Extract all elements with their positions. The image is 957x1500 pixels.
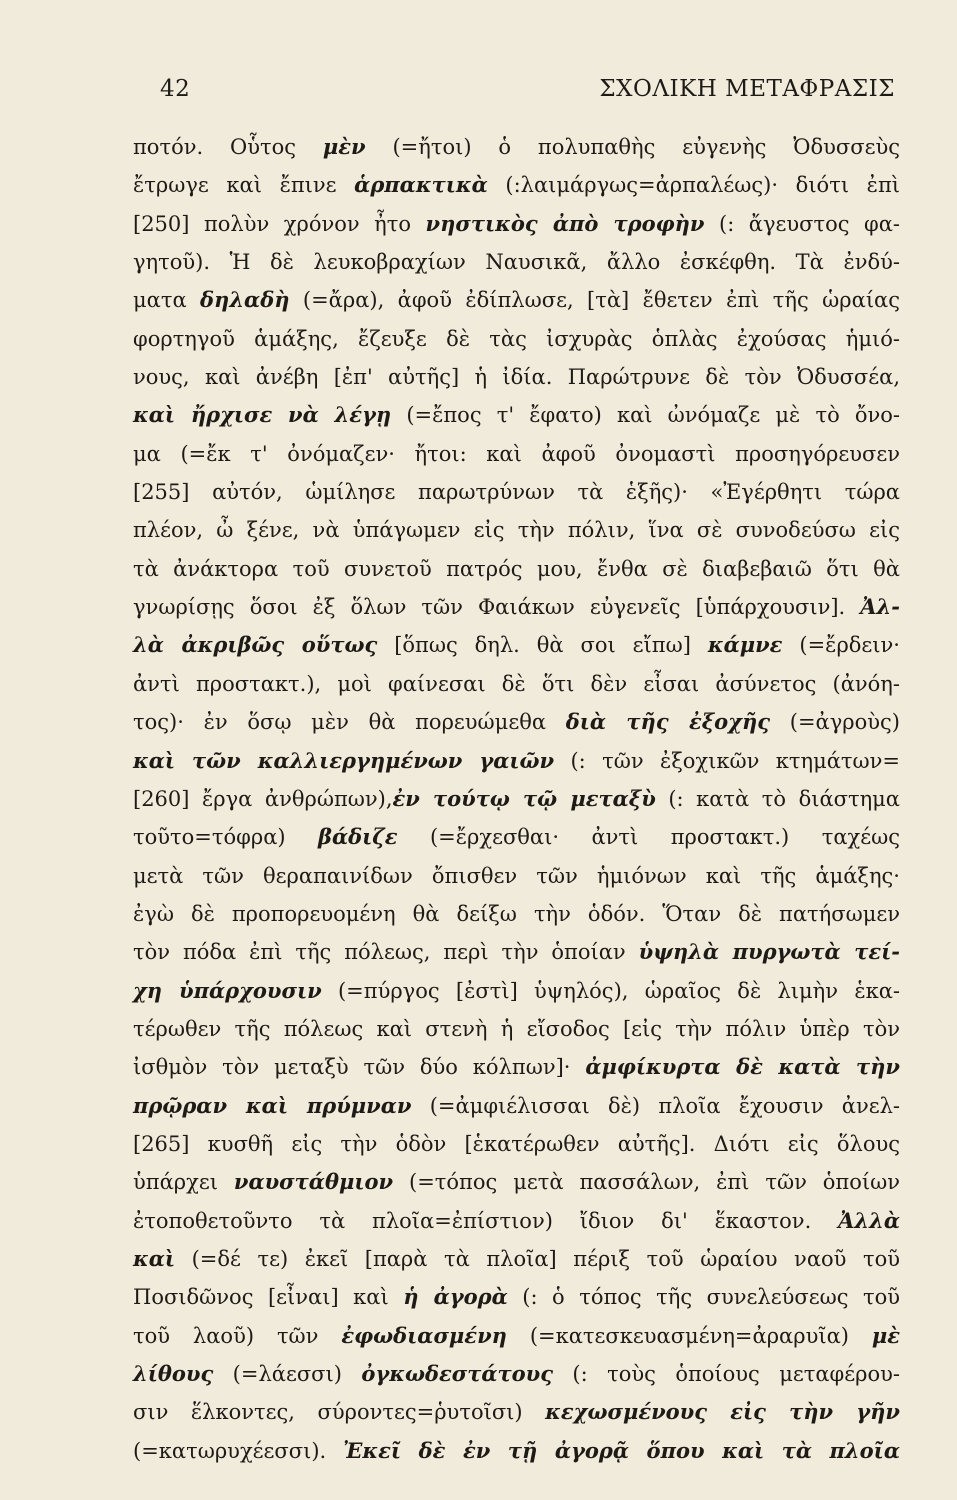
emphasized-text: Ἐκεῖ δὲ ἐν τῇ ἀγορᾷ ὅπου καὶ τὰ πλοῖα [343, 1437, 900, 1463]
text-run: [255] αὐτόν, ὡμίλησε παρωτρύνων τὰ ἑξῆς)· «Ἐγέρθητι τώρα [133, 480, 900, 505]
text-run: φορτηγοῦ ἁμάξης, ἔζευξε δὲ τὰς ἰσχυρὰς ὁπλὰς ἐχούσας ἡμιό- [133, 326, 900, 351]
text-run: (=ἀγροὺς) [770, 710, 900, 735]
text-line [133, 1355, 900, 1393]
text-run: [ὅπως δηλ. θὰ σοι εἴπω] [377, 633, 708, 658]
text-line [133, 550, 900, 588]
emphasized-text: μὲ [871, 1322, 900, 1348]
text-run: ἔτρωγε καὶ ἔπινε [133, 173, 355, 198]
text-run: [260] ἔργα ἀνθρώπων), [133, 786, 393, 811]
text-run: ἰσθμὸν τὸν μεταξὺ τῶν δύο κόλπων]· [133, 1055, 586, 1080]
text-run: τὸν πόδα ἐπὶ τῆς πόλεως, περὶ τὴν ὁποίαν [133, 940, 639, 965]
text-run: (: ἄγευστος φα- [704, 211, 901, 236]
running-title: ΣΧΟΛΙΚΗ ΜΕΤΑΦΡΑΣΙΣ [599, 76, 895, 102]
text-line [133, 205, 900, 243]
text-line [133, 1048, 900, 1086]
text-run: ποτόν. Οὗτος [133, 135, 323, 159]
text-line [133, 243, 900, 281]
emphasized-text: καὶ τῶν καλλιεργημένων γαιῶν [133, 747, 555, 773]
page-number: 42 [160, 76, 191, 102]
text-line [133, 857, 900, 895]
text-line [133, 742, 900, 780]
emphasized-text: λὰ ἀκριβῶς οὕτως [133, 632, 378, 658]
text-run: σιν ἕλκοντες, σύροντες=ῥυτοῖσι) [133, 1400, 546, 1425]
text-run: ἐγὼ δὲ προπορευομένη θὰ δείξω τὴν ὁδόν. Ὅταν δὲ πατήσωμεν [133, 901, 900, 926]
text-run: [265] κυσθῆ εἰς τὴν ὁδὸν [ἑκατέρωθεν αὐτῆς]. Διότι εἰς ὅλους [133, 1131, 900, 1156]
text-run: (=τόπος μετὰ πασσάλων, ἐπὶ τῶν ὁποίων [393, 1170, 900, 1195]
emphasized-text: δηλαδὴ [200, 287, 290, 313]
text-run: γνωρίσῃς ὅσοι ἐξ ὅλων τῶν Φαιάκων εὐγενεῖς [ὑπάρχουσιν]. [133, 595, 861, 620]
text-run: νους, καὶ ἀνέβη [ἐπ' αὐτῆς] ἡ ἰδία. Παρώτρυνε δὲ τὸν Ὀδυσσέα, [133, 365, 900, 390]
text-run: (=ἔπος τ' ἔφατο) καὶ ὠνόμαζε μὲ τὸ ὄνο- [391, 403, 901, 428]
emphasized-text: καὶ ἤρχισε νὰ λέγῃ [133, 402, 392, 428]
text-run: (=κατωρυχέεσσι). [133, 1438, 344, 1463]
text-line [133, 511, 900, 549]
emphasized-text: ἁρπακτικὰ [354, 172, 488, 198]
text-line [133, 128, 900, 166]
emphasized-text: ὀγκωδεστάτους [361, 1361, 554, 1386]
emphasized-text: κεχωσμένους εἰς τὴν γῆν [545, 1399, 900, 1425]
text-run: τοῦτο=τόφρα) [133, 825, 319, 850]
emphasized-text: ἡ ἀγορὰ [403, 1284, 508, 1310]
text-line [133, 1432, 900, 1470]
emphasized-text: Ἀλ- [860, 594, 900, 620]
text-run: (=ἤτοι) ὁ πολυπαθὴς εὐγενὴς Ὀδυσσεὺς [365, 135, 900, 159]
text-run: (=ἔρδειν· [782, 633, 900, 658]
emphasized-text: νηστικὸς ἀπὸ τροφὴν [425, 210, 705, 236]
text-line [133, 473, 900, 511]
text-line [133, 166, 900, 204]
text-line [133, 1087, 900, 1125]
emphasized-text: κάμνε [707, 632, 783, 658]
text-line [133, 818, 900, 856]
text-run: (=πύργος [ἐστὶ] ὑψηλός), ὡραῖος δὲ λιμὴν ἑκα- [321, 978, 900, 1003]
emphasized-text: Ἀλλὰ [838, 1207, 900, 1233]
text-line [133, 281, 900, 319]
text-run: ὑπάρχει [133, 1170, 234, 1195]
text-run: μα (=ἔκ τ' ὀνόμαζεν· ἤτοι: καὶ ἀφοῦ ὀνομαστὶ προσηγόρευσεν [133, 441, 900, 466]
text-run: τέρωθεν τῆς πόλεως καὶ στενὴ ἡ εἴσοδος [εἰς τὴν πόλιν ὑπὲρ τὸν [133, 1016, 900, 1041]
emphasized-text: χη ὑπάρχουσιν [133, 977, 322, 1003]
emphasized-text: ναυστάθμιον [233, 1169, 394, 1195]
emphasized-text: ἐφωδιασμένη [341, 1322, 507, 1348]
text-line [133, 1278, 900, 1316]
text-run: τοῦ λαοῦ) τῶν [133, 1323, 342, 1348]
emphasized-text: μὲν [322, 134, 366, 159]
text-run: ἐτοποθετοῦντο τὰ πλοῖα=ἐπίστιον) ἴδιον δι' ἕκαστον. [133, 1208, 839, 1233]
emphasized-text: πρῷραν καὶ πρύμναν [133, 1092, 412, 1118]
text-line [133, 1010, 900, 1048]
text-line [133, 1202, 900, 1240]
text-run: (=ἔρχεσθαι· ἀντὶ προστακτ.) ταχέως [397, 825, 900, 850]
emphasized-text: καὶ [133, 1245, 176, 1271]
text-run: (:λαιμάργως=ἀρπαλέως)· διότι ἐπὶ [487, 173, 900, 198]
text-run: Ποσιδῶνος [εἶναι] καὶ [133, 1285, 404, 1310]
text-line [133, 972, 900, 1010]
text-run: τὰ ἀνάκτορα τοῦ συνετοῦ πατρός μου, ἔνθα σὲ διαβεβαιῶ ὅτι θὰ [133, 556, 900, 581]
text-line [133, 1317, 900, 1355]
text-line [133, 1125, 900, 1163]
text-line [133, 588, 900, 626]
text-run: μετὰ τῶν θεραπαινίδων ὄπισθεν τῶν ἡμιόνων καὶ τῆς ἁμάξης· [133, 863, 900, 888]
text-run: πλέον, ὦ ξένε, νὰ ὑπάγωμεν εἰς τὴν πόλιν, ἵνα σὲ συνοδεύσω εἰς [133, 518, 900, 543]
emphasized-text: λίθους [133, 1361, 214, 1386]
text-line [133, 396, 900, 434]
text-line [133, 626, 900, 664]
text-line [133, 435, 900, 473]
text-line [133, 1163, 900, 1201]
text-line [133, 1393, 900, 1431]
text-run: (: τῶν ἐξοχικῶν κτημάτων= [554, 748, 901, 773]
emphasized-text: ἀμφίκυρτα δὲ κατὰ τὴν [585, 1054, 900, 1080]
text-run: γητοῦ). Ἡ δὲ λευκοβραχίων Ναυσικᾶ, ἄλλο ἐσκέφθη. Τὰ ἐνδύ- [133, 250, 900, 275]
text-line [133, 895, 900, 933]
text-line [133, 933, 900, 971]
text-run: (=δέ τε) ἐκεῖ [παρὰ τὰ πλοῖα] πέριξ τοῦ ὡραίου ναοῦ τοῦ [175, 1246, 900, 1271]
text-line [133, 358, 900, 396]
emphasized-text: ὑψηλὰ πυργωτὰ τεί- [638, 939, 901, 965]
text-run: [250] πολὺν χρόνον ἦτο [133, 211, 426, 236]
text-run: (=ἀμφιέλισσαι δὲ) πλοῖα ἔχουσιν ἀνελ- [411, 1093, 901, 1118]
text-run: (: ὁ τόπος τῆς συνελεύσεως τοῦ [507, 1285, 900, 1310]
text-line [133, 1240, 900, 1278]
text-run: (=λάεσσι) [213, 1362, 362, 1386]
text-run: τος)· ἐν ὅσῳ μὲν θὰ πορευώμεθα [133, 710, 566, 735]
text-line [133, 703, 900, 741]
text-line [133, 320, 900, 358]
emphasized-text: ἐν τούτῳ τῷ μεταξὺ [392, 785, 656, 811]
emphasized-text: διὰ τῆς ἐξοχῆς [565, 709, 771, 735]
text-line [133, 665, 900, 703]
text-run: (: τοὺς ὁποίους μεταφέρου- [553, 1362, 900, 1386]
emphasized-text: βάδιζε [318, 824, 398, 850]
page-header [160, 76, 895, 102]
text-line [133, 780, 900, 818]
text-run: ἀντὶ προστακτ.), μοὶ φαίνεσαι δὲ ὅτι δὲν εἶσαι ἀσύνετος (ἀνόη- [133, 671, 900, 696]
text-run: (=κατεσκευασμένη=ἀραρυῖα) [506, 1323, 872, 1348]
body-text [133, 128, 900, 1470]
text-run: (=ἄρα), ἀφοῦ ἐδίπλωσε, [τὰ] ἔθετεν ἐπὶ τῆς ὡραίας [289, 288, 900, 313]
text-run: (: κατὰ τὸ διάστημα [655, 786, 900, 811]
text-run: ματα [133, 288, 201, 313]
